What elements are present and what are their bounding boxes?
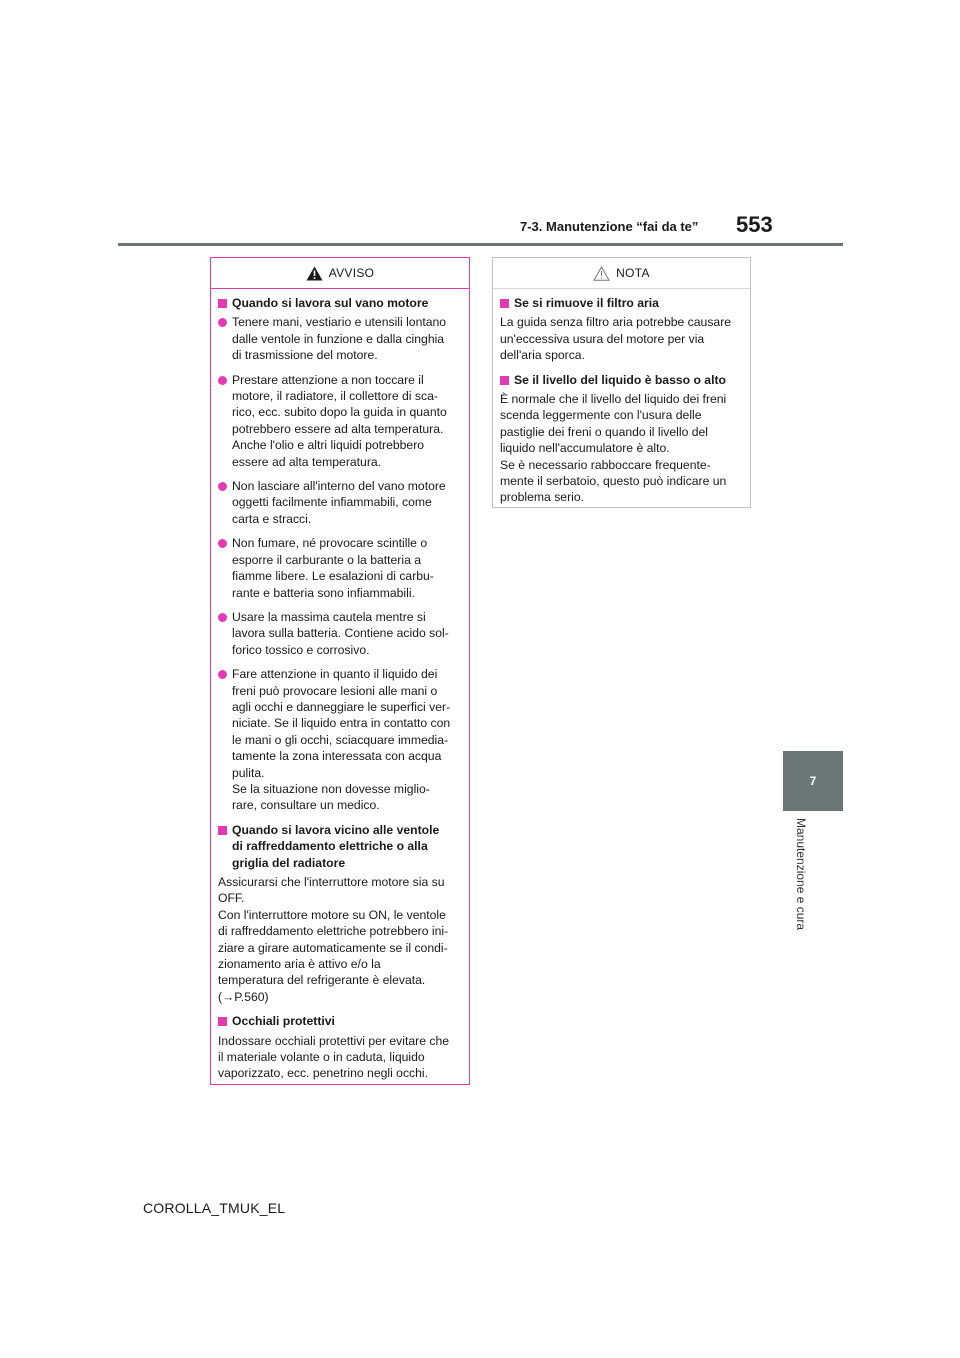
note-box-header	[493, 258, 750, 289]
warning-bullet: Fare attenzione in quanto il liquido dei freni può provocare lesioni alle mani o agli occhi e danneggiare le superfici ver- niciate. Se il liquido entra in contatto con le mani o gli occhi, sciacquare immedia- tamente la zona interessata con acqua pulita. Se la situazione non dovesse miglio- rare, consultare un medico.	[218, 666, 463, 814]
round-bullet-icon	[218, 613, 227, 622]
warning-paragraph: Indossare occhiali protettivi per evitare che il materiale volante o in caduta, liquido vaporizzato, ecc. penetrino negli occhi.	[218, 1033, 450, 1081]
note-section-heading: Se il livello del liquido è basso o alto	[500, 372, 744, 388]
warning-section-heading: Occhiali protettivi	[218, 1013, 463, 1029]
warning-bullet: Usare la massima cautela mentre si lavora sulla batteria. Contiene acido sol- forico tossico e corrosivo.	[218, 609, 463, 658]
warning-box-title: AVVISO	[328, 266, 375, 280]
warning-box-header	[211, 258, 469, 289]
footer-document-code: COROLLA_TMUK_EL	[143, 1200, 286, 1216]
square-bullet-icon	[500, 376, 509, 385]
note-section-heading: Se si rimuove il filtro aria	[500, 295, 744, 311]
caution-triangle-outline-icon	[593, 266, 610, 281]
header-rule	[118, 243, 843, 246]
round-bullet-icon	[218, 376, 227, 385]
warning-section-heading: Quando si lavora sul vano motore	[218, 295, 463, 311]
warning-bullet: Non lasciare all'interno del vano motore oggetti facilmente infiammabili, come carta e stracci.	[218, 478, 463, 527]
chapter-tab: 7	[783, 751, 843, 811]
warning-bullet: Non fumare, né provocare scintille o esporre il carburante o la batteria a fiamme libere. Le esalazioni di carbu- rante e batteria sono infiammabili.	[218, 535, 463, 601]
square-bullet-icon	[218, 1017, 227, 1026]
note-paragraph: La guida senza filtro aria potrebbe causare un'eccessiva usura del motore per via dell'aria sporca.	[500, 315, 732, 363]
note-box	[492, 257, 751, 508]
warning-section-heading: Quando si lavora vicino alle ventole di raffreddamento elettriche o alla griglia del radiatore	[218, 822, 463, 871]
header-title: 7-3. Manutenzione “fai da te”	[520, 219, 699, 234]
round-bullet-icon	[218, 318, 227, 327]
warning-box	[210, 257, 470, 1085]
note-box-title: NOTA	[616, 266, 650, 280]
warning-bullet: Prestare attenzione a non toccare il motore, il radiatore, il collettore di sca- rico, ecc. subito dopo la guida in quanto potrebbero essere ad alta temperatura. Anche l'olio e altri liquidi potrebbero essere ad alta temperatura.	[218, 372, 463, 470]
warning-paragraph: Assicurarsi che l'interruttore motore sia su OFF. Con l'interruttore motore su ON, le ventole di raffreddamento elettriche potrebbero ini- ziare a girare automaticamente se il condi- zionamento aria è attivo e/o la temperatura del refrigerante è elevata. (→P.560)	[218, 875, 449, 1004]
page-number: 553	[736, 212, 773, 237]
square-bullet-icon	[218, 299, 227, 308]
warning-triangle-icon	[306, 266, 323, 281]
square-bullet-icon	[218, 826, 227, 835]
note-paragraph: È normale che il livello del liquido dei freni scenda leggermente con l'usura delle pastiglie dei freni o quando il livello del liquido nell'accumulatore è alto. Se è necessario rabboccare frequente- mente il serbatoio, questo può indicare un problema serio.	[500, 392, 727, 505]
square-bullet-icon	[500, 299, 509, 308]
round-bullet-icon	[218, 670, 227, 679]
warning-bullet: Tenere mani, vestiario e utensili lontano dalle ventole in funzione e dalla cinghia di trasmissione del motore.	[218, 314, 463, 363]
round-bullet-icon	[218, 539, 227, 548]
chapter-side-title: Manutenzione e cura	[794, 818, 808, 931]
round-bullet-icon	[218, 482, 227, 491]
